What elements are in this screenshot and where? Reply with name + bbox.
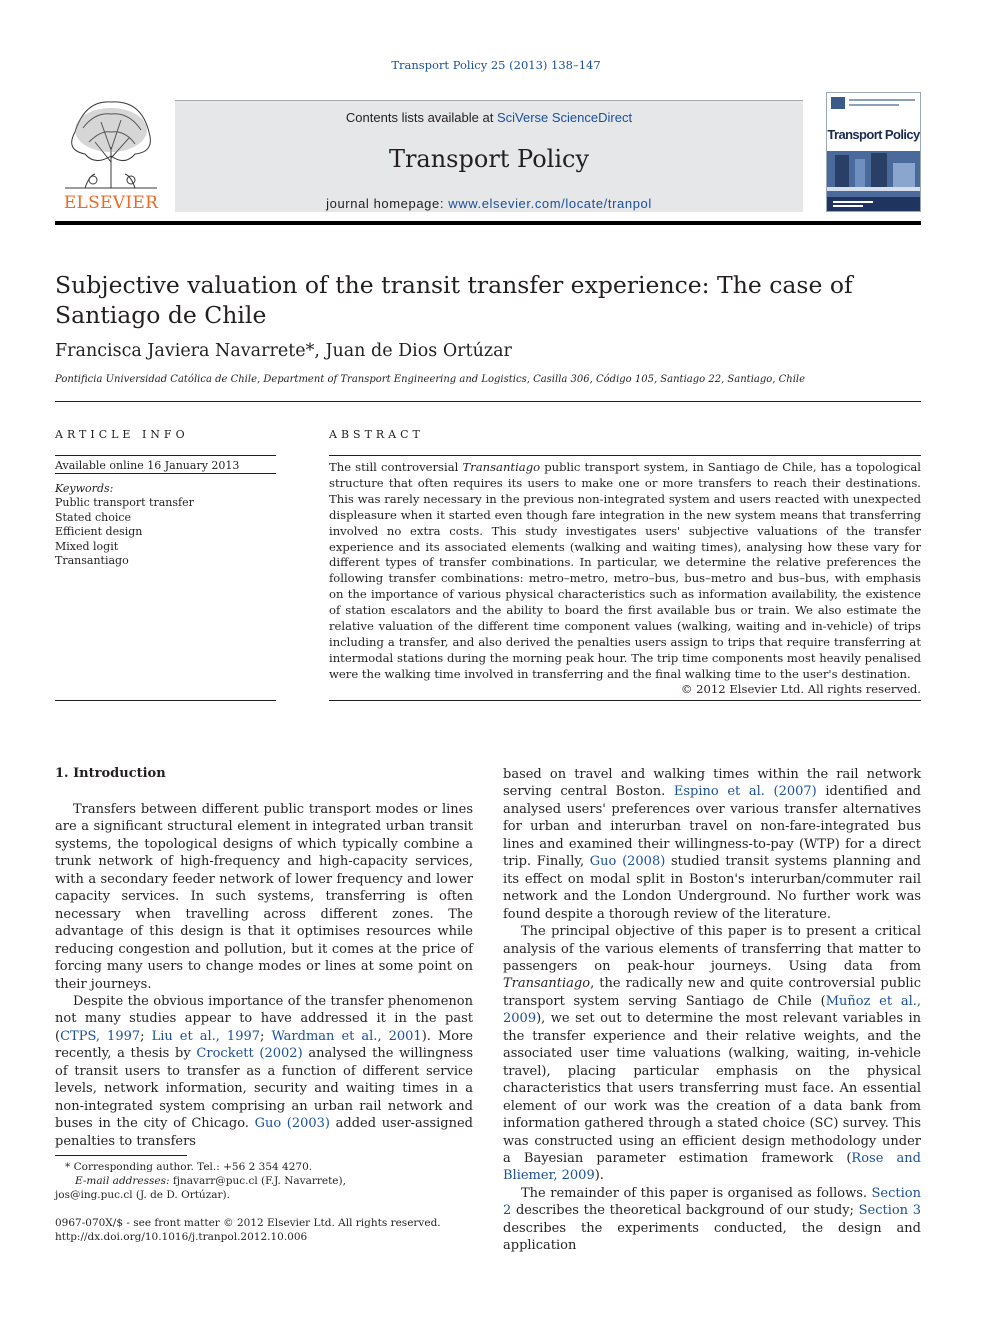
citation-link[interactable]: Wardman et al., 2001 xyxy=(271,1028,422,1044)
keyword-item: Stated choice xyxy=(55,510,132,524)
citation-link[interactable]: Rose and Bliemer, 2009 xyxy=(503,1150,921,1184)
text-span: The principal objective of this paper is to present a critical analysis of the various elements of transferring that matter to passengers on peak-hour journeys. Using data from xyxy=(503,924,921,974)
author-affiliation: Pontificia Universidad Católica de Chile, Department of Transport Engineering and Logistics, Casilla 306, Código 105, Santiago 22, Santiago, Chile xyxy=(55,374,806,385)
abstract-heading: ABSTRACT xyxy=(329,428,424,441)
text-span: ; xyxy=(260,1028,272,1044)
text-span: The remainder of this paper is organised as follows. xyxy=(521,1185,872,1201)
citation-link[interactable]: CTPS, 1997 xyxy=(60,1028,141,1044)
keywords-list xyxy=(55,482,194,568)
citation-link[interactable]: Crockett (2002) xyxy=(196,1046,303,1062)
email-line xyxy=(55,1174,346,1188)
citation-link[interactable]: Guo (2008) xyxy=(589,854,666,870)
section-link[interactable]: Section 2 xyxy=(503,1185,921,1219)
journal-header xyxy=(55,92,921,220)
citation-link[interactable]: Guo (2003) xyxy=(254,1116,331,1132)
keyword-item: Transantiago xyxy=(55,554,129,568)
text-span: ), we set out to determine the most relevant variables in the transfer experience and their relative weights, and the associated user time valuations (walking, waiting, in-vehicle travel), placing particular emphasis on the physical characteristics that users transferring must face. An essential element of our work was the creation of a data bank from information gathered through a stated choice (SC) survey. This was constructed using an efficient design methodology under a Bayesian parameter estimation framework ( xyxy=(503,1011,921,1166)
section-divider xyxy=(55,401,921,402)
abstract-emphasis: Transantiago xyxy=(462,460,541,474)
sciencedirect-link[interactable]: SciVerse ScienceDirect xyxy=(496,110,633,125)
footnotes xyxy=(55,1160,346,1202)
text-span: describes the theoretical background of our study; xyxy=(511,1203,859,1219)
abstract-rule xyxy=(329,455,921,456)
homepage-prefix: journal homepage: xyxy=(326,196,449,211)
paragraph: Transfers between different public transport modes or lines are a significant structural element in integrated urban transit systems, the topological designs of which typically combine a trunk network of high-frequency and high-capacity services, with a secondary feeder network of lower frequency and lower capacity services. In such systems, transferring is often necessary when travelling across different zones. The advantage of this design is that it optimises resources while reducing congestion and pollution, but it comes at the price of forcing many users to change modes or lines at some point on their journeys. xyxy=(55,802,473,992)
cover-title: Transport Policy xyxy=(827,127,920,142)
text-span: analysed the willingness of transit users to transfer as a function of different service levels, network information, security and waiting times in a non-integrated system comprising an urban rail network and buses in the city of Chicago. xyxy=(55,1046,473,1132)
abstract-copyright: © 2012 Elsevier Ltd. All rights reserved. xyxy=(680,682,921,696)
citation-link[interactable]: Liu et al., 1997 xyxy=(151,1028,261,1044)
email-address[interactable]: fjnavarr@puc.cl (F.J. Navarrete), xyxy=(169,1175,346,1187)
info-rule xyxy=(55,455,276,456)
journal-name: Transport Policy xyxy=(388,145,590,173)
section-link[interactable]: Section 3 xyxy=(858,1203,921,1219)
text-span: , the radically new and quite controversial public transport system serving Santiago de Chile ( xyxy=(503,976,921,1009)
footnote-rule xyxy=(55,1155,187,1156)
keywords-label: Keywords: xyxy=(55,482,114,495)
available-online-date: Available online 16 January 2013 xyxy=(55,459,240,472)
text-span: ; xyxy=(140,1028,152,1044)
cover-art-icon xyxy=(827,93,921,212)
contents-prefix: Contents lists available at xyxy=(345,110,497,125)
header-rule xyxy=(55,221,921,225)
citation-link[interactable]: Espino et al. (2007) xyxy=(673,784,817,800)
corresponding-author-note: * Corresponding author. Tel.: +56 2 354 4270. xyxy=(65,1161,313,1173)
citation-link[interactable]: Muñoz et al., 2009 xyxy=(503,993,922,1027)
email-address[interactable]: jos@ing.puc.cl (J. de D. Ortúzar). xyxy=(55,1189,230,1201)
keyword-item: Public transport transfer xyxy=(55,496,194,510)
tree-icon xyxy=(55,92,167,192)
abstract-span: public transport system, in Santiago de Chile, has a topological structure that often requires its users to make one or more transfers to reach their destinations. This was rarely necessary in the previous non-integrated system and users reacted with unexpected displeasure when it started even though fare integration in the new system means that transferring involved no extra costs. This study investigates users' subjective valuations of the transfer experience and its associated elements (walking and waiting times), analysing how these vary for different types of transfer combinations. In particular, we determine the relative preferences the following transfer combinations: metro–metro, metro–bus, bus–metro and bus–bus, with emphasis on the importance of various physical characteristics such as information availability, the existence of station escalators and the ability to board the first available bus or train. We also estimate the relative valuation of the different time component values (walking, waiting and in-vehicle) of trips including a transfer, and also derived the penalties users assign to trips that require transferring at intermodal stations during the morning peak hour. The trip time components most heavily penalised were the walking time involved in transferring and the final walking time to the user's destination. xyxy=(329,460,922,681)
issn-line: 0967-070X/$ - see front matter © 2012 Elsevier Ltd. All rights reserved. xyxy=(55,1217,441,1229)
journal-citation[interactable]: Transport Policy 25 (2013) 138–147 xyxy=(391,58,601,72)
info-rule xyxy=(55,473,276,474)
front-matter-meta xyxy=(55,1216,441,1244)
paragraph xyxy=(55,993,473,1150)
text-span: identified and analysed users' preferences over various transfer alternatives for urban and interurban travel on non-fare-integrated bus lines and examined their willingness-to-pay (WTP) for a direct trip. Finally, xyxy=(503,784,921,870)
contents-line xyxy=(175,110,803,125)
abstract-rule xyxy=(329,700,921,701)
article-title: Subjective valuation of the transit transfer experience: The case of Santiago de Chile xyxy=(55,271,853,329)
abstract-span: The still controversial xyxy=(329,460,463,474)
author-list: Francisca Javiera Navarrete*, Juan de Dios Ortúzar xyxy=(55,341,512,361)
article-info-heading: ARTICLE INFO xyxy=(55,428,189,441)
body-column-left xyxy=(55,801,473,1150)
paragraph xyxy=(503,923,921,1185)
journal-title-box xyxy=(175,100,803,212)
text-span: ). xyxy=(594,1168,604,1184)
keyword-item: Mixed logit xyxy=(55,539,119,553)
doi-link[interactable]: http://dx.doi.org/10.1016/j.tranpol.2012.10.006 xyxy=(55,1231,308,1243)
info-rule xyxy=(55,700,276,701)
journal-cover-thumbnail[interactable] xyxy=(826,92,921,212)
paragraph xyxy=(503,1185,921,1255)
text-emphasis: Transantiago xyxy=(503,976,591,992)
abstract-text xyxy=(329,460,921,683)
keyword-item: Efficient design xyxy=(55,525,143,539)
homepage-link[interactable]: www.elsevier.com/locate/tranpol xyxy=(448,196,652,211)
elsevier-wordmark: ELSEVIER xyxy=(63,193,159,213)
email-label: E-mail addresses: xyxy=(75,1175,170,1187)
text-span: studied transit systems planning and its effect on modal split in Boston's interurban/commuter rail network and the London Underground. No further work was found despite a thorough review of the literature. xyxy=(503,854,921,922)
body-column-right xyxy=(503,766,921,1255)
text-span: describes the experiments conducted, the design and application xyxy=(503,1220,921,1254)
text-span: added user-assigned penalties to transfers xyxy=(55,1116,473,1149)
text-span: based on travel and walking times within the rail network serving central Boston. xyxy=(503,767,921,800)
section-heading-introduction: 1. Introduction xyxy=(55,766,166,781)
text-span: ). More recently, a thesis by xyxy=(55,1028,473,1062)
paragraph xyxy=(503,766,921,923)
homepage-line xyxy=(175,196,803,211)
text-span: Despite the obvious importance of the transfer phenomenon not many studies appear to have addressed it in the past ( xyxy=(55,993,473,1044)
